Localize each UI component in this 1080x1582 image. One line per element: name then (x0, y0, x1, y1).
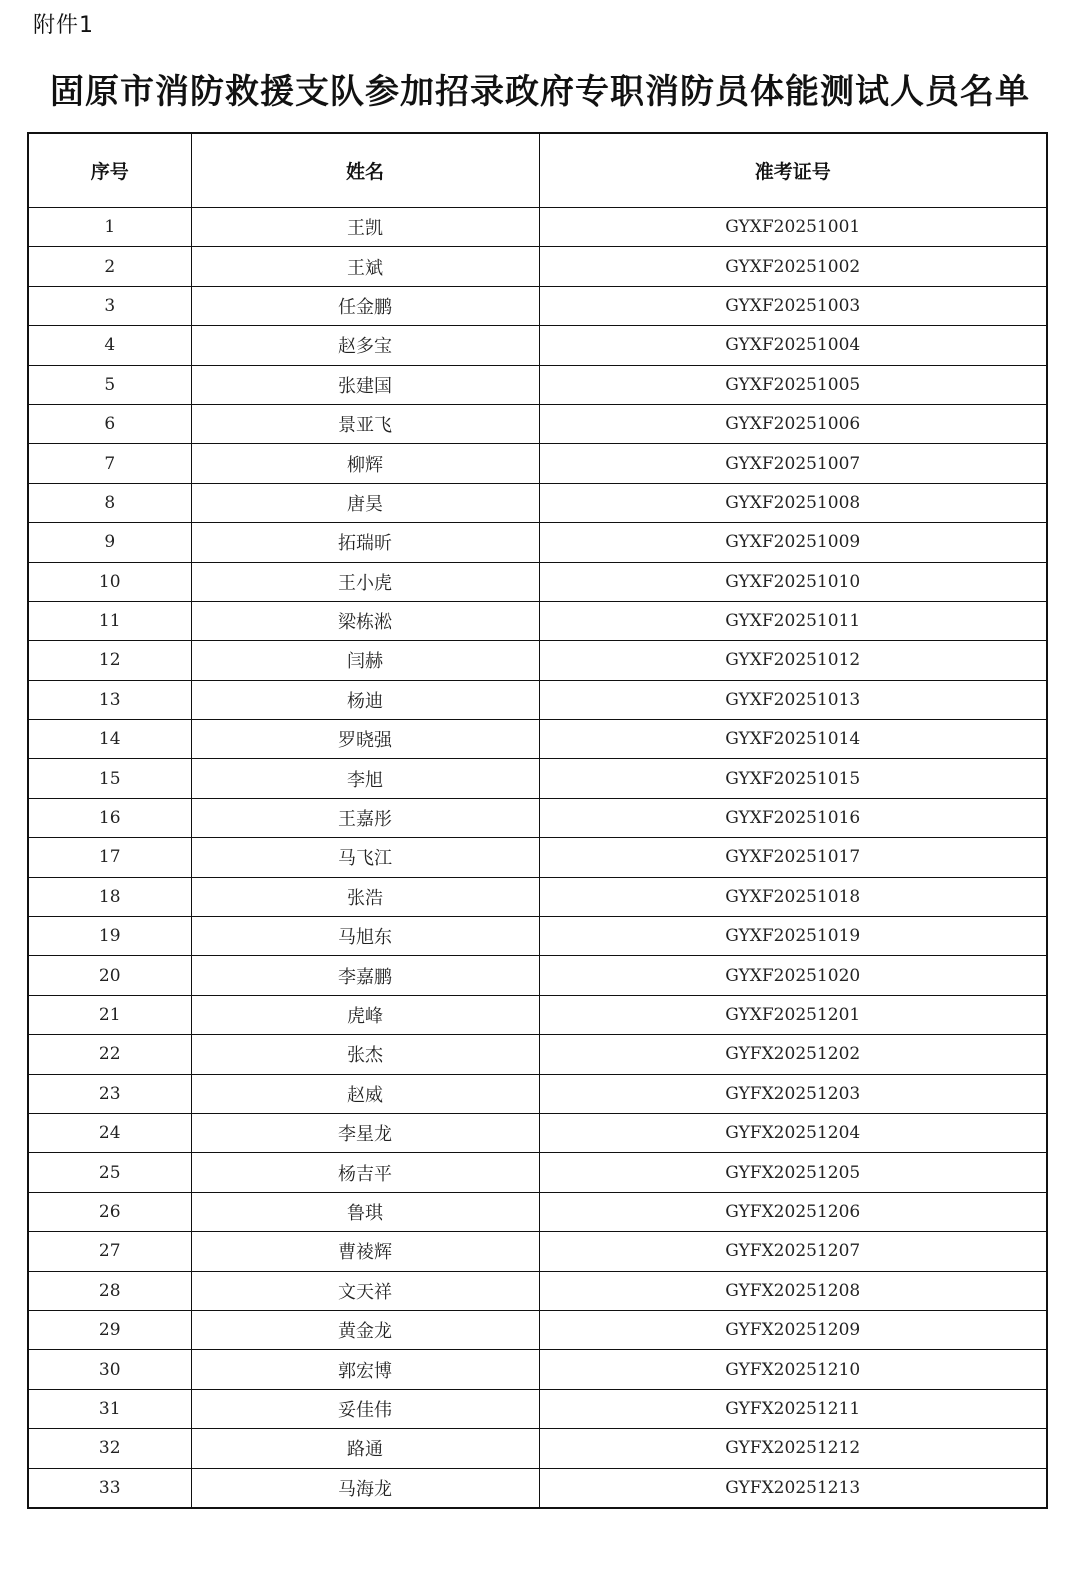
cell-name: 郭宏博 (191, 1350, 539, 1389)
table-header-row (28, 133, 1047, 208)
cell-index: 26 (28, 1192, 191, 1231)
table-row (28, 601, 1047, 640)
table-row (28, 877, 1047, 916)
table-row (28, 1271, 1047, 1310)
cell-name: 杨迪 (191, 680, 539, 719)
candidate-table (27, 132, 1048, 1509)
cell-name: 任金鹏 (191, 286, 539, 325)
cell-exam-id: GYXF20251015 (539, 759, 1047, 798)
cell-exam-id: GYXF20251201 (539, 995, 1047, 1034)
cell-index: 18 (28, 877, 191, 916)
cell-exam-id: GYFX20251209 (539, 1310, 1047, 1349)
cell-name: 唐昊 (191, 483, 539, 522)
cell-index: 19 (28, 917, 191, 956)
cell-exam-id: GYXF20251020 (539, 956, 1047, 995)
cell-index: 32 (28, 1429, 191, 1468)
cell-name: 王斌 (191, 247, 539, 286)
cell-index: 33 (28, 1468, 191, 1508)
table-row (28, 1389, 1047, 1428)
cell-name: 赵多宝 (191, 326, 539, 365)
cell-exam-id: GYFX20251210 (539, 1350, 1047, 1389)
table-row (28, 917, 1047, 956)
cell-exam-id: GYXF20251009 (539, 523, 1047, 562)
cell-exam-id: GYXF20251014 (539, 720, 1047, 759)
cell-exam-id: GYXF20251006 (539, 404, 1047, 443)
cell-name: 鲁琪 (191, 1192, 539, 1231)
cell-name: 张浩 (191, 877, 539, 916)
cell-index: 15 (28, 759, 191, 798)
cell-name: 路通 (191, 1429, 539, 1468)
cell-index: 20 (28, 956, 191, 995)
cell-name: 王嘉彤 (191, 798, 539, 837)
table-row (28, 995, 1047, 1034)
cell-exam-id: GYFX20251212 (539, 1429, 1047, 1468)
cell-exam-id: GYXF20251007 (539, 444, 1047, 483)
table-row (28, 483, 1047, 522)
column-header-name: 姓名 (191, 133, 539, 208)
table-row (28, 838, 1047, 877)
table-row (28, 562, 1047, 601)
cell-index: 21 (28, 995, 191, 1034)
table-row (28, 798, 1047, 837)
cell-name: 虎峰 (191, 995, 539, 1034)
cell-name: 罗晓强 (191, 720, 539, 759)
cell-exam-id: GYXF20251003 (539, 286, 1047, 325)
cell-exam-id: GYFX20251203 (539, 1074, 1047, 1113)
cell-exam-id: GYXF20251013 (539, 680, 1047, 719)
cell-exam-id: GYXF20251016 (539, 798, 1047, 837)
cell-name: 张杰 (191, 1035, 539, 1074)
cell-exam-id: GYXF20251019 (539, 917, 1047, 956)
cell-exam-id: GYFX20251206 (539, 1192, 1047, 1231)
cell-name: 闫赫 (191, 641, 539, 680)
column-header-index: 序号 (28, 133, 191, 208)
cell-name: 马飞江 (191, 838, 539, 877)
cell-name: 文天祥 (191, 1271, 539, 1310)
table-row (28, 326, 1047, 365)
cell-name: 梁栋淞 (191, 601, 539, 640)
cell-index: 2 (28, 247, 191, 286)
cell-name: 黄金龙 (191, 1310, 539, 1349)
cell-index: 7 (28, 444, 191, 483)
cell-index: 13 (28, 680, 191, 719)
cell-index: 12 (28, 641, 191, 680)
cell-index: 27 (28, 1232, 191, 1271)
table-row (28, 641, 1047, 680)
column-header-exam-id: 准考证号 (539, 133, 1047, 208)
cell-exam-id: GYFX20251207 (539, 1232, 1047, 1271)
cell-name: 李旭 (191, 759, 539, 798)
cell-name: 景亚飞 (191, 404, 539, 443)
cell-name: 马海龙 (191, 1468, 539, 1508)
table-row (28, 1035, 1047, 1074)
cell-name: 李星龙 (191, 1113, 539, 1152)
table-row (28, 444, 1047, 483)
cell-exam-id: GYXF20251005 (539, 365, 1047, 404)
cell-exam-id: GYFX20251213 (539, 1468, 1047, 1508)
cell-name: 王小虎 (191, 562, 539, 601)
table-row (28, 523, 1047, 562)
cell-index: 24 (28, 1113, 191, 1152)
cell-name: 杨吉平 (191, 1153, 539, 1192)
cell-index: 30 (28, 1350, 191, 1389)
cell-index: 29 (28, 1310, 191, 1349)
cell-index: 4 (28, 326, 191, 365)
table-row (28, 1074, 1047, 1113)
table-row (28, 1153, 1047, 1192)
cell-index: 31 (28, 1389, 191, 1428)
table-row (28, 720, 1047, 759)
cell-name: 拓瑞昕 (191, 523, 539, 562)
cell-index: 22 (28, 1035, 191, 1074)
cell-index: 11 (28, 601, 191, 640)
cell-index: 17 (28, 838, 191, 877)
cell-index: 8 (28, 483, 191, 522)
cell-name: 曹祾辉 (191, 1232, 539, 1271)
attachment-label: 附件1 (33, 13, 94, 38)
cell-index: 3 (28, 286, 191, 325)
table-row (28, 286, 1047, 325)
table-row (28, 759, 1047, 798)
table-row (28, 1232, 1047, 1271)
cell-name: 张建国 (191, 365, 539, 404)
table-row (28, 247, 1047, 286)
table-row (28, 1468, 1047, 1508)
cell-index: 5 (28, 365, 191, 404)
document-title: 固原市消防救援支队参加招录政府专职消防员体能测试人员名单 (50, 72, 1030, 112)
cell-index: 28 (28, 1271, 191, 1310)
table-row (28, 1350, 1047, 1389)
cell-index: 9 (28, 523, 191, 562)
cell-name: 柳辉 (191, 444, 539, 483)
cell-index: 1 (28, 208, 191, 247)
cell-exam-id: GYXF20251012 (539, 641, 1047, 680)
table-row (28, 1429, 1047, 1468)
table-row (28, 1310, 1047, 1349)
cell-exam-id: GYXF20251011 (539, 601, 1047, 640)
table-row (28, 1192, 1047, 1231)
cell-index: 25 (28, 1153, 191, 1192)
table-row (28, 365, 1047, 404)
cell-exam-id: GYXF20251001 (539, 208, 1047, 247)
cell-index: 23 (28, 1074, 191, 1113)
cell-name: 赵威 (191, 1074, 539, 1113)
cell-name: 李嘉鹏 (191, 956, 539, 995)
cell-exam-id: GYXF20251004 (539, 326, 1047, 365)
table-row (28, 680, 1047, 719)
cell-index: 10 (28, 562, 191, 601)
table-row (28, 404, 1047, 443)
table-row (28, 956, 1047, 995)
table-row (28, 1113, 1047, 1152)
cell-index: 14 (28, 720, 191, 759)
cell-exam-id: GYXF20251008 (539, 483, 1047, 522)
cell-name: 妥佳伟 (191, 1389, 539, 1428)
cell-exam-id: GYXF20251018 (539, 877, 1047, 916)
cell-exam-id: GYFX20251211 (539, 1389, 1047, 1428)
cell-exam-id: GYFX20251204 (539, 1113, 1047, 1152)
table-body (28, 208, 1047, 1508)
cell-exam-id: GYFX20251205 (539, 1153, 1047, 1192)
cell-name: 马旭东 (191, 917, 539, 956)
cell-exam-id: GYFX20251202 (539, 1035, 1047, 1074)
cell-exam-id: GYXF20251002 (539, 247, 1047, 286)
cell-exam-id: GYXF20251010 (539, 562, 1047, 601)
cell-name: 王凯 (191, 208, 539, 247)
cell-index: 6 (28, 404, 191, 443)
cell-index: 16 (28, 798, 191, 837)
table-row (28, 208, 1047, 247)
cell-exam-id: GYXF20251017 (539, 838, 1047, 877)
cell-exam-id: GYFX20251208 (539, 1271, 1047, 1310)
